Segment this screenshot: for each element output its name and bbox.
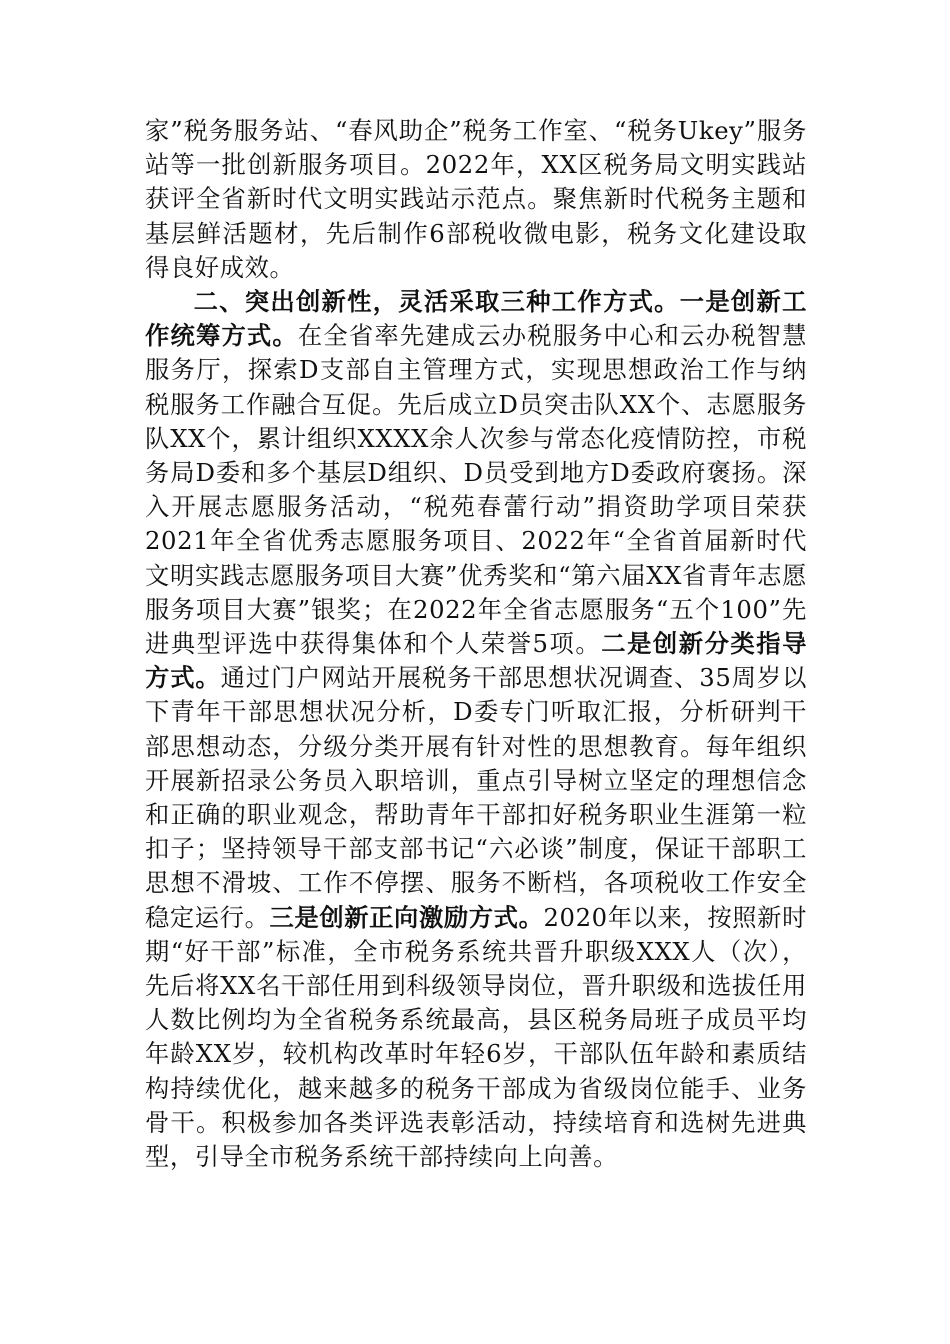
paragraph-text: 在全省率先建成云办税服务中心和云办税智慧服务厅，探索D支部自主管理方式，实现思想政治工作与纳税服务工作融合互促。先后成立D员突击队XX个、志愿服务队XX个，累计组织XXXX余人次参与常态化疫情防控，市税务局D委和多个基层D组织、D员受到地方D委政府褒扬。深入开展志愿服务活动，“税苑春蕾行动”捐资助学项目荣获2021年全省优秀志愿服务项目、2022年“全省首届新时代文明实践志愿服务项目大赛”优秀奖和“第六届XX省青年志愿服务项目大赛”银奖；在2022年全省志愿服务“五个100”先进典型评选中获得集体和个人荣誉5项。 bbox=[145, 321, 807, 659]
document-body bbox=[145, 114, 807, 1174]
subsection-heading: 三是创新正向激励方式。 bbox=[269, 902, 544, 932]
paragraph-text: 通过门户网站开展税务干部思想状况调查、35周岁以下青年干部思想状况分析，D委专门听取汇报，分析研判干部思想动态，分级分类开展有针对性的思想教育。每年组织开展新招录公务员入职培训，重点引导树立坚定的理想信念和正确的职业观念，帮助青年干部扣好税务职业生涯第一粒扣子；坚持领导干部支部书记“六必谈”制度，保证干部职工思想不滑坡、工作不停摆、服务不断档，各项税收工作安全稳定运行。 bbox=[145, 663, 807, 932]
paragraph-text: 2020年以来，按照新时期“好干部”标准，全市税务系统共晋升职级XXX人（次），先后将XX名干部任用到科级领导岗位，晋升职级和选拔任用人数比例均为全省税务系统最高，县区税务局班子成员平均年龄XX岁，较机构改革时年轻6岁，干部队伍年龄和素质结构持续优化，越来越多的税务干部成为省级岗位能手、业务骨干。积极参加各类评选表彰活动，持续培育和选树先进典型，引导全市税务系统干部持续向上向善。 bbox=[145, 902, 807, 1172]
paragraph-text: 家”税务服务站、“春风助企”税务工作室、“税务Ukey”服务站等一批创新服务项目。2022年，XX区税务局文明实践站获评全省新时代文明实践站示范点。聚焦新时代税务主题和基层鲜活题材，先后制作6部税收微电影，税务文化建设取得良好成效。 bbox=[145, 116, 807, 282]
paragraph-section-two bbox=[145, 285, 807, 1174]
paragraph-continuation bbox=[145, 114, 807, 285]
section-heading: 二、突出创新性，灵活采取三种工作方式。一是创新工作统筹方式。 bbox=[145, 287, 807, 351]
subsection-heading: 二是创新分类指导方式。 bbox=[145, 629, 807, 693]
